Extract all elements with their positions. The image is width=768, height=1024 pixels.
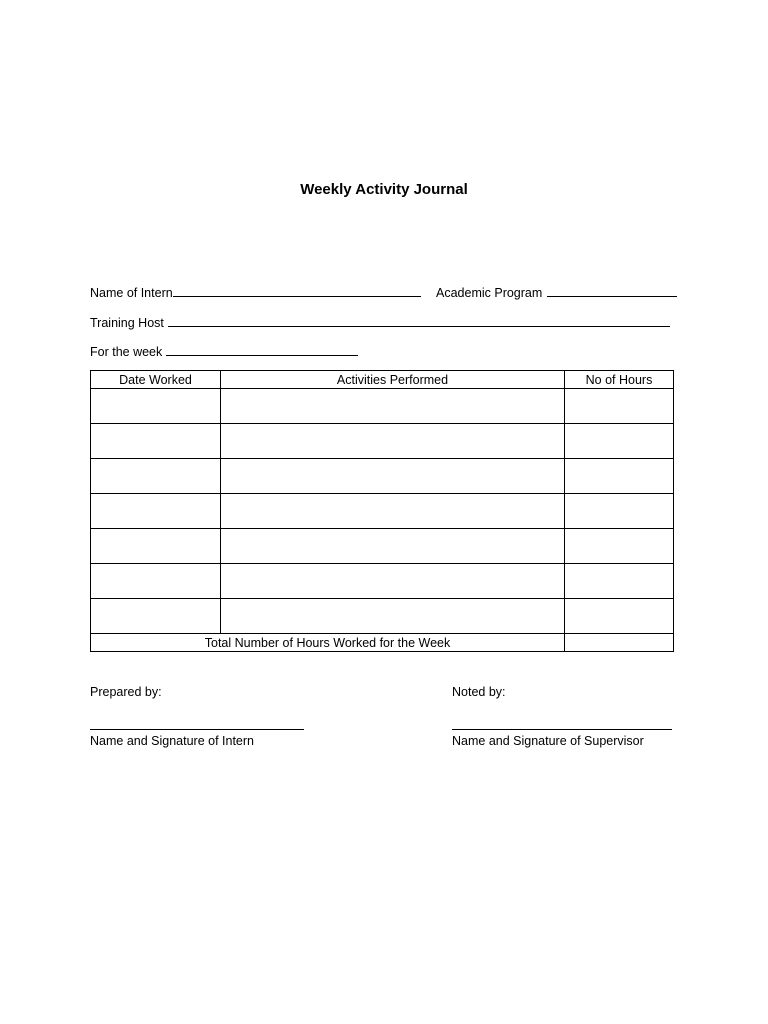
- hours-cell[interactable]: [565, 459, 674, 494]
- intern-signature-line[interactable]: [90, 728, 304, 730]
- table-row: [91, 424, 674, 459]
- hours-cell[interactable]: [565, 599, 674, 634]
- noted-by-block: [452, 685, 672, 748]
- prepared-by-label: Prepared by:: [90, 685, 162, 699]
- hours-cell[interactable]: [565, 389, 674, 424]
- table-row: [91, 564, 674, 599]
- activities-cell[interactable]: [221, 564, 565, 599]
- activities-cell[interactable]: [221, 459, 565, 494]
- date-worked-cell[interactable]: [91, 389, 221, 424]
- total-row: [91, 634, 674, 652]
- hours-cell[interactable]: [565, 494, 674, 529]
- hours-cell[interactable]: [565, 529, 674, 564]
- for-the-week-row: [90, 343, 358, 359]
- training-host-row: [90, 314, 670, 330]
- document-title: Weekly Activity Journal: [300, 181, 468, 198]
- header-activities-performed: Activities Performed: [221, 371, 565, 389]
- table-row: [91, 599, 674, 634]
- date-worked-cell[interactable]: [91, 529, 221, 564]
- for-the-week-blank[interactable]: [166, 343, 358, 356]
- name-of-intern-blank[interactable]: [173, 284, 421, 297]
- header-no-of-hours: No of Hours: [565, 371, 674, 389]
- total-hours-label: Total Number of Hours Worked for the Week: [91, 634, 565, 652]
- prepared-by-block: [90, 685, 304, 748]
- name-of-intern-row: [90, 284, 421, 300]
- activities-cell[interactable]: [221, 424, 565, 459]
- activities-cell[interactable]: [221, 494, 565, 529]
- table-header-row: [91, 371, 674, 389]
- name-of-intern-label: Name of Intern: [90, 286, 173, 300]
- supervisor-signature-caption: Name and Signature of Supervisor: [452, 734, 644, 748]
- table-row: [91, 389, 674, 424]
- date-worked-cell[interactable]: [91, 599, 221, 634]
- date-worked-cell[interactable]: [91, 494, 221, 529]
- for-the-week-label: For the week: [90, 345, 163, 359]
- hours-cell[interactable]: [565, 424, 674, 459]
- noted-by-label: Noted by:: [452, 685, 506, 699]
- header-date-worked: Date Worked: [91, 371, 221, 389]
- total-hours-cell[interactable]: [565, 634, 674, 652]
- activities-cell[interactable]: [221, 529, 565, 564]
- academic-program-label: Academic Program: [436, 286, 543, 300]
- activity-table: [90, 370, 674, 652]
- date-worked-cell[interactable]: [91, 564, 221, 599]
- activities-cell[interactable]: [221, 389, 565, 424]
- intern-signature-caption: Name and Signature of Intern: [90, 734, 254, 748]
- academic-program-row: [436, 284, 677, 300]
- academic-program-blank[interactable]: [547, 284, 677, 297]
- training-host-label: Training Host: [90, 316, 164, 330]
- date-worked-cell[interactable]: [91, 459, 221, 494]
- table-row: [91, 529, 674, 564]
- date-worked-cell[interactable]: [91, 424, 221, 459]
- training-host-blank[interactable]: [168, 314, 670, 327]
- table-row: [91, 494, 674, 529]
- activities-cell[interactable]: [221, 599, 565, 634]
- supervisor-signature-line[interactable]: [452, 728, 672, 730]
- hours-cell[interactable]: [565, 564, 674, 599]
- table-row: [91, 459, 674, 494]
